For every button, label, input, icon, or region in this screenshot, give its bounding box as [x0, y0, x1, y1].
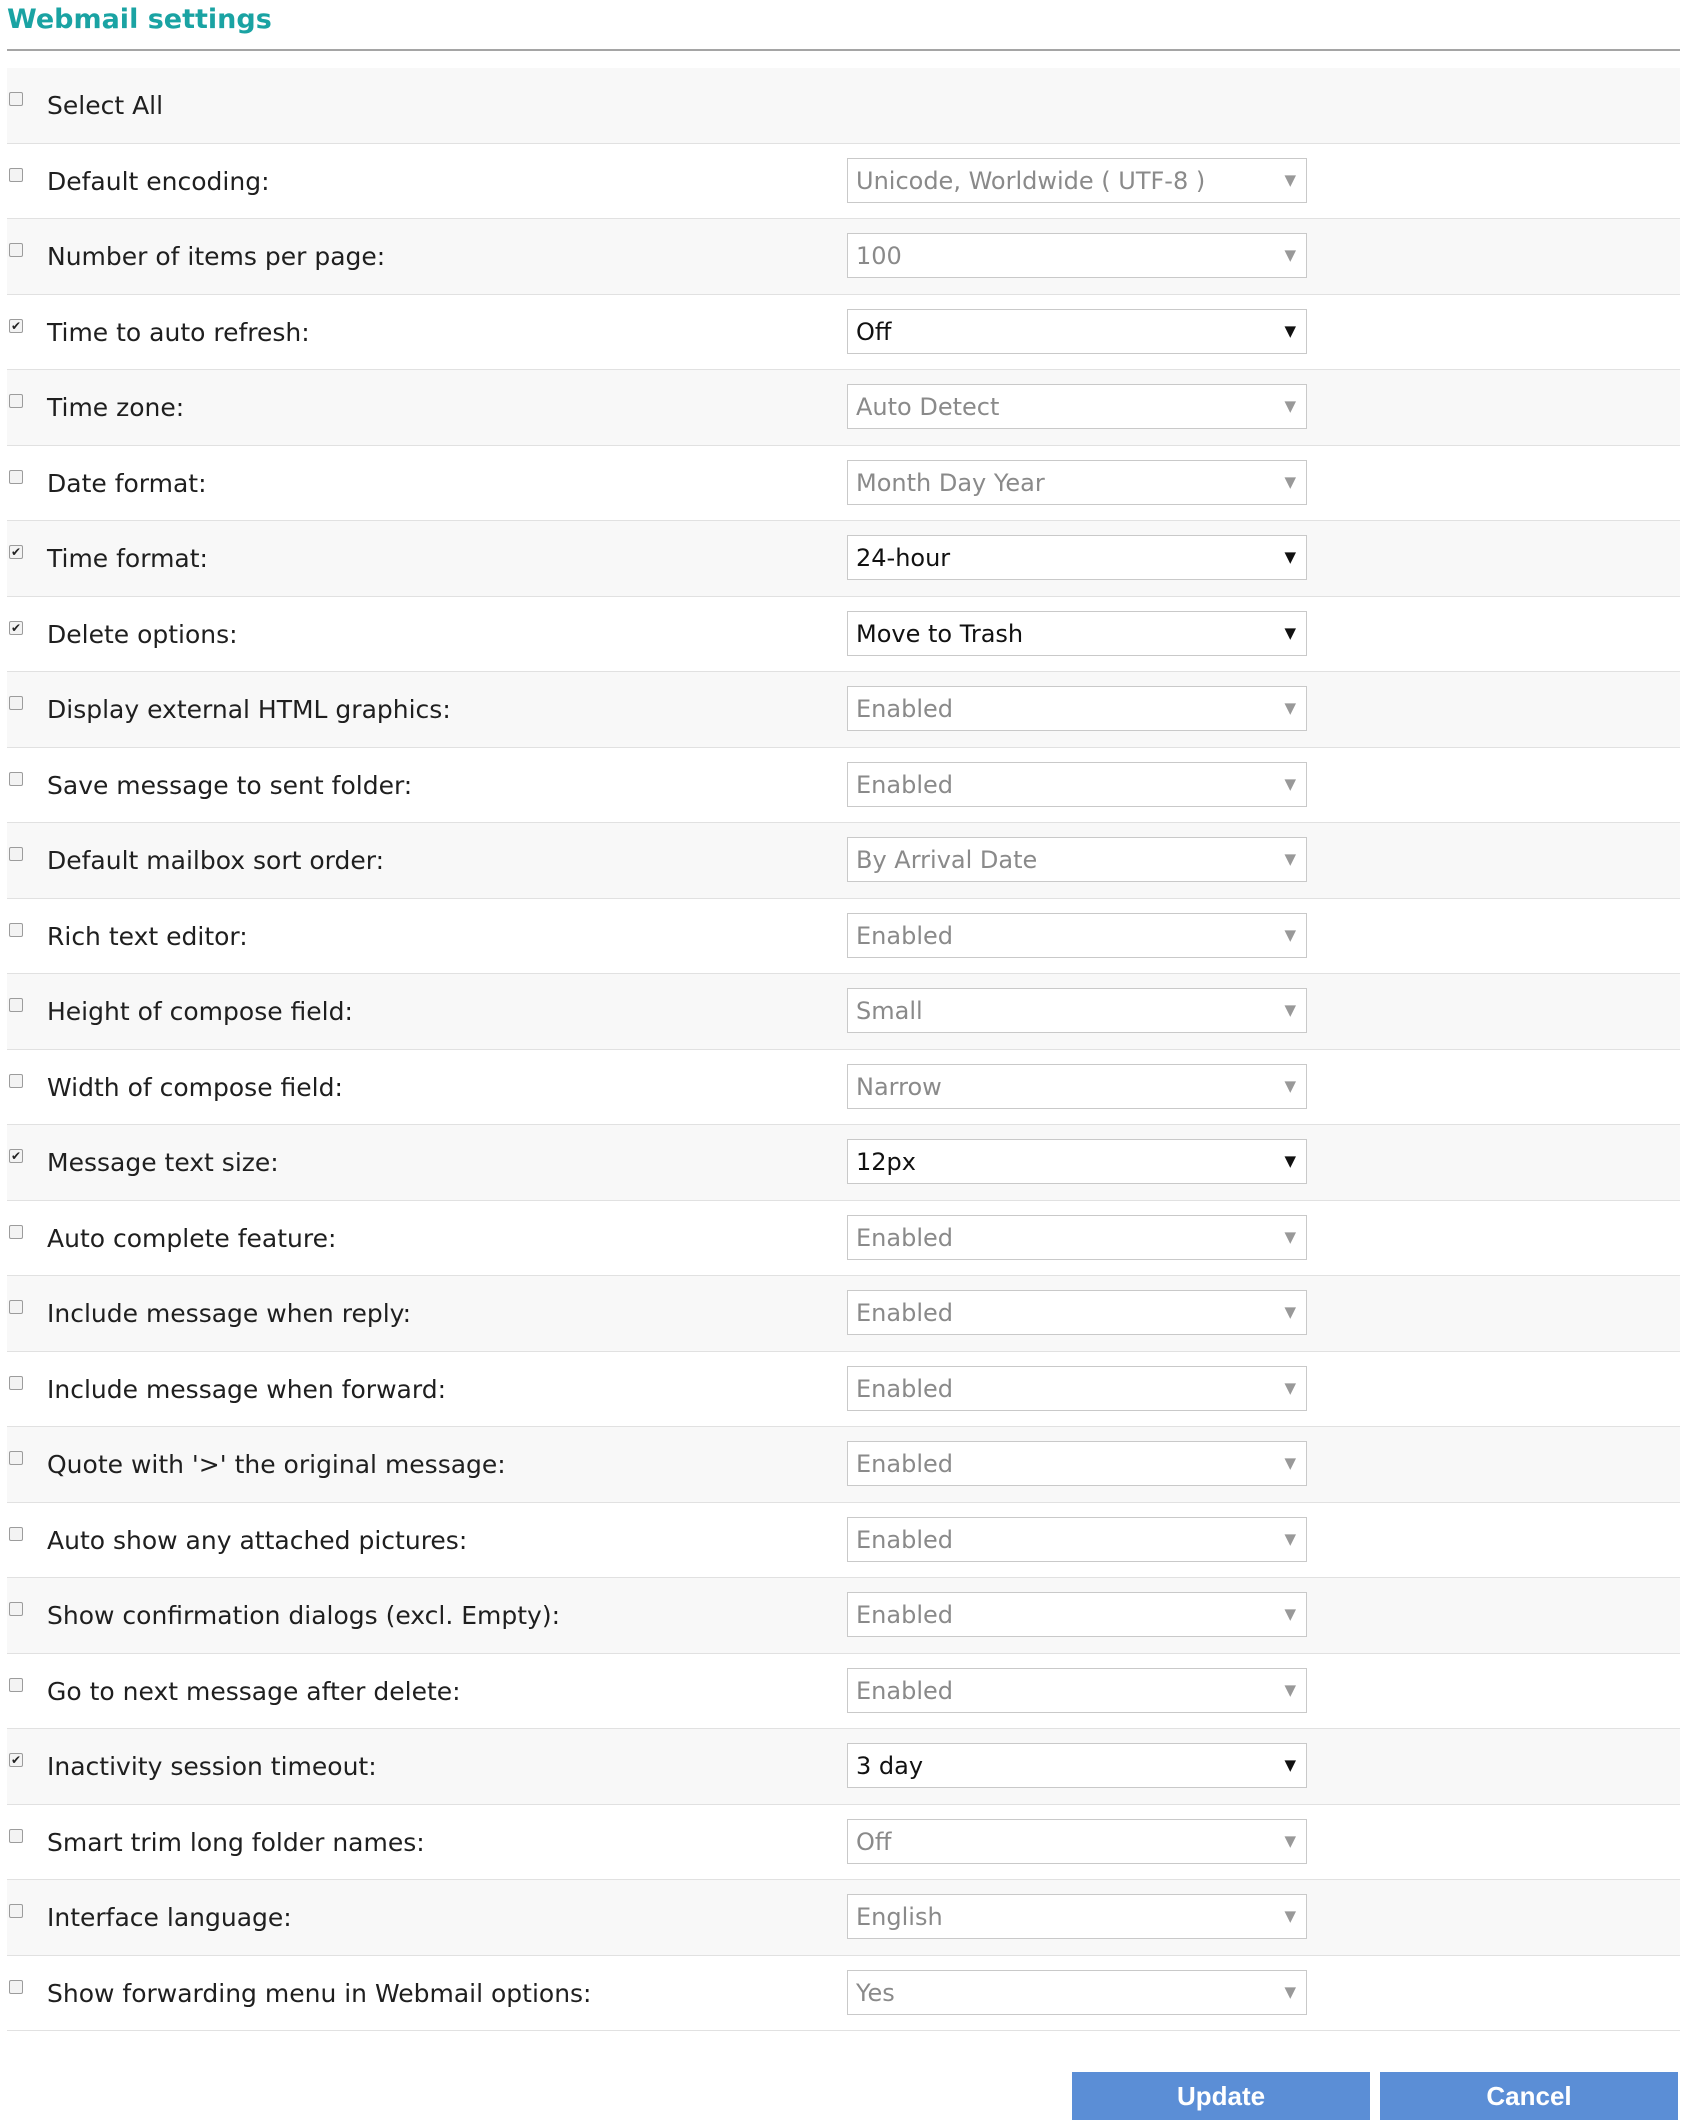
setting-select[interactable]: [847, 460, 1307, 505]
chevron-down-icon: ▼: [1284, 1529, 1296, 1548]
setting-label: Include message when forward:: [47, 1374, 446, 1404]
chevron-down-icon: ▼: [1284, 1907, 1296, 1925]
setting-checkbox[interactable]: [9, 1527, 23, 1541]
chevron-down-icon: ▼: [1284, 1680, 1296, 1699]
setting-row: [7, 974, 1680, 1050]
chevron-down-icon: ▼: [1284, 170, 1296, 189]
setting-checkbox[interactable]: [9, 998, 23, 1012]
setting-label: Default encoding:: [47, 166, 270, 196]
chevron-down-icon: ▼: [1284, 1303, 1296, 1321]
setting-select-value: Enabled: [856, 1223, 953, 1252]
setting-checkbox[interactable]: [9, 847, 23, 861]
setting-label: Number of items per page:: [47, 242, 386, 271]
setting-label: Width of compose field:: [47, 1072, 343, 1102]
setting-checkbox[interactable]: [9, 1149, 23, 1163]
setting-label: Auto show any attached pictures:: [47, 1525, 468, 1555]
setting-select[interactable]: [847, 611, 1307, 656]
chevron-down-icon: ▼: [1284, 1076, 1296, 1095]
setting-row: [7, 1276, 1680, 1352]
setting-label: Rich text editor:: [47, 921, 248, 951]
setting-checkbox[interactable]: [9, 1829, 23, 1843]
setting-select-value: Move to Trash: [856, 619, 1024, 648]
setting-select-value: Month Day Year: [856, 468, 1045, 497]
setting-checkbox[interactable]: [9, 621, 23, 635]
setting-select-value: 100: [856, 242, 902, 270]
chevron-down-icon: ▼: [1284, 850, 1296, 868]
setting-label: Go to next message after delete:: [47, 1676, 461, 1706]
chevron-down-icon: ▼: [1284, 1227, 1296, 1246]
setting-select[interactable]: [847, 1743, 1307, 1788]
setting-select-value: By Arrival Date: [856, 846, 1038, 874]
setting-checkbox[interactable]: [9, 772, 23, 786]
setting-select-value: 24-hour: [856, 544, 951, 572]
chevron-down-icon: ▼: [1284, 1605, 1296, 1623]
update-button[interactable]: Update: [1072, 2072, 1370, 2120]
setting-checkbox[interactable]: [9, 1451, 23, 1465]
setting-label: Height of compose field:: [47, 997, 353, 1026]
setting-select[interactable]: [847, 1592, 1307, 1637]
setting-label: Smart trim long folder names:: [47, 1827, 425, 1857]
chevron-down-icon: ▼: [1284, 1831, 1296, 1850]
setting-row: [7, 1578, 1680, 1654]
chevron-down-icon: ▼: [1284, 1001, 1296, 1019]
setting-label: Quote with '>' the original message:: [47, 1450, 506, 1479]
setting-checkbox[interactable]: [9, 1753, 23, 1767]
setting-row: [7, 144, 1680, 220]
title-divider: [7, 49, 1680, 51]
setting-row: [7, 1125, 1680, 1201]
setting-row: [7, 1427, 1680, 1503]
setting-label: Inactivity session timeout:: [47, 1752, 377, 1781]
setting-row: [7, 1956, 1680, 2032]
chevron-down-icon: ▼: [1284, 1378, 1296, 1397]
setting-select-value: Yes: [856, 1978, 895, 2007]
setting-select[interactable]: [847, 1970, 1307, 2015]
setting-select-value: Small: [856, 997, 923, 1025]
setting-row: [7, 1050, 1680, 1126]
setting-select-value: Enabled: [856, 1601, 953, 1629]
setting-select[interactable]: [847, 1215, 1307, 1260]
setting-select-value: Enabled: [856, 921, 953, 950]
setting-select[interactable]: [847, 988, 1307, 1033]
setting-row: [7, 1880, 1680, 1956]
chevron-down-icon: ▼: [1284, 321, 1296, 340]
chevron-down-icon: ▼: [1284, 246, 1296, 264]
setting-row: [7, 1352, 1680, 1428]
setting-row: [7, 219, 1680, 295]
setting-checkbox[interactable]: [9, 545, 23, 559]
setting-select[interactable]: [847, 762, 1307, 807]
setting-select-value: Unicode, Worldwide ( UTF-8 ): [856, 166, 1206, 195]
setting-select[interactable]: [847, 1819, 1307, 1864]
setting-checkbox[interactable]: [9, 394, 23, 408]
setting-select[interactable]: [847, 384, 1307, 429]
setting-checkbox[interactable]: [9, 1602, 23, 1616]
setting-select-value: Off: [856, 317, 892, 346]
setting-checkbox[interactable]: [9, 470, 23, 484]
setting-select[interactable]: [847, 158, 1307, 203]
setting-checkbox[interactable]: [9, 1300, 23, 1314]
setting-label: Time to auto refresh:: [47, 317, 310, 347]
setting-row: [7, 1654, 1680, 1730]
setting-row: [7, 1729, 1680, 1805]
setting-label: Delete options:: [47, 619, 238, 649]
setting-checkbox[interactable]: [9, 1225, 23, 1239]
chevron-down-icon: ▼: [1284, 774, 1296, 793]
setting-select[interactable]: [847, 1668, 1307, 1713]
setting-select-value: 12px: [856, 1148, 916, 1176]
setting-row: [7, 899, 1680, 975]
setting-row: [7, 521, 1680, 597]
setting-select[interactable]: [847, 837, 1307, 882]
cancel-button[interactable]: Cancel: [1380, 2072, 1678, 2120]
setting-select-value: Enabled: [856, 1525, 953, 1554]
setting-checkbox[interactable]: [9, 1904, 23, 1918]
setting-checkbox[interactable]: [9, 1074, 23, 1088]
setting-select-value: Enabled: [856, 1676, 953, 1705]
chevron-down-icon: ▼: [1284, 699, 1296, 717]
settings-list: [7, 68, 1680, 2031]
chevron-down-icon: ▼: [1284, 472, 1296, 491]
setting-checkbox[interactable]: [9, 923, 23, 937]
setting-select-value: Enabled: [856, 770, 953, 799]
select-all-row: [7, 68, 1680, 144]
setting-label: Show forwarding menu in Webmail options:: [47, 1978, 592, 2008]
setting-checkbox[interactable]: [9, 319, 23, 333]
setting-select[interactable]: [847, 1517, 1307, 1562]
setting-select[interactable]: [847, 1290, 1307, 1335]
setting-select[interactable]: [847, 1064, 1307, 1109]
setting-row: [7, 748, 1680, 824]
setting-select[interactable]: [847, 1441, 1307, 1486]
setting-checkbox[interactable]: [9, 1678, 23, 1692]
setting-select[interactable]: [847, 1894, 1307, 1939]
setting-row: [7, 295, 1680, 371]
setting-row: [7, 370, 1680, 446]
setting-checkbox[interactable]: [9, 243, 23, 257]
setting-row: [7, 823, 1680, 899]
setting-select-value: English: [856, 1903, 943, 1931]
setting-select-value: Narrow: [856, 1072, 942, 1101]
setting-select[interactable]: [847, 535, 1307, 580]
chevron-down-icon: ▼: [1284, 1152, 1296, 1170]
setting-row: [7, 672, 1680, 748]
setting-row: [7, 1805, 1680, 1881]
setting-label: Show confirmation dialogs (excl. Empty):: [47, 1601, 561, 1630]
setting-label: Include message when reply:: [47, 1299, 412, 1328]
setting-checkbox[interactable]: [9, 1980, 23, 1994]
setting-label: Default mailbox sort order:: [47, 846, 384, 875]
chevron-down-icon: ▼: [1284, 925, 1296, 944]
setting-checkbox[interactable]: [9, 168, 23, 182]
chevron-down-icon: ▼: [1284, 548, 1296, 566]
setting-label: Time zone:: [47, 393, 185, 422]
setting-row: [7, 1503, 1680, 1579]
page-title: Webmail settings: [7, 4, 272, 35]
setting-select[interactable]: [847, 913, 1307, 958]
setting-select-value: Auto Detect: [856, 393, 1000, 421]
setting-select-value: Enabled: [856, 1374, 953, 1403]
setting-label: Message text size:: [47, 1148, 279, 1177]
setting-row: [7, 597, 1680, 673]
setting-select-value: 3 day: [856, 1752, 924, 1780]
setting-select[interactable]: [847, 1366, 1307, 1411]
setting-label: Display external HTML graphics:: [47, 695, 451, 724]
setting-label: Auto complete feature:: [47, 1223, 337, 1253]
chevron-down-icon: ▼: [1284, 1454, 1296, 1472]
select-all-label: Select All: [47, 91, 164, 120]
setting-label: Interface language:: [47, 1903, 292, 1932]
select-all-checkbox[interactable]: [9, 92, 23, 106]
setting-select[interactable]: [847, 686, 1307, 731]
setting-select-value: Off: [856, 1827, 892, 1856]
setting-select-value: Enabled: [856, 695, 953, 723]
chevron-down-icon: ▼: [1284, 1756, 1296, 1774]
setting-label: Date format:: [47, 468, 207, 498]
setting-select[interactable]: [847, 309, 1307, 354]
setting-select[interactable]: [847, 233, 1307, 278]
chevron-down-icon: ▼: [1284, 1982, 1296, 2001]
setting-row: [7, 1201, 1680, 1277]
chevron-down-icon: ▼: [1284, 623, 1296, 642]
setting-checkbox[interactable]: [9, 696, 23, 710]
action-buttons: [1072, 2072, 1680, 2120]
chevron-down-icon: ▼: [1284, 397, 1296, 415]
setting-select-value: Enabled: [856, 1450, 953, 1478]
setting-row: [7, 446, 1680, 522]
setting-select[interactable]: [847, 1139, 1307, 1184]
setting-select-value: Enabled: [856, 1299, 953, 1327]
setting-label: Time format:: [47, 544, 208, 573]
setting-label: Save message to sent folder:: [47, 770, 413, 800]
setting-checkbox[interactable]: [9, 1376, 23, 1390]
